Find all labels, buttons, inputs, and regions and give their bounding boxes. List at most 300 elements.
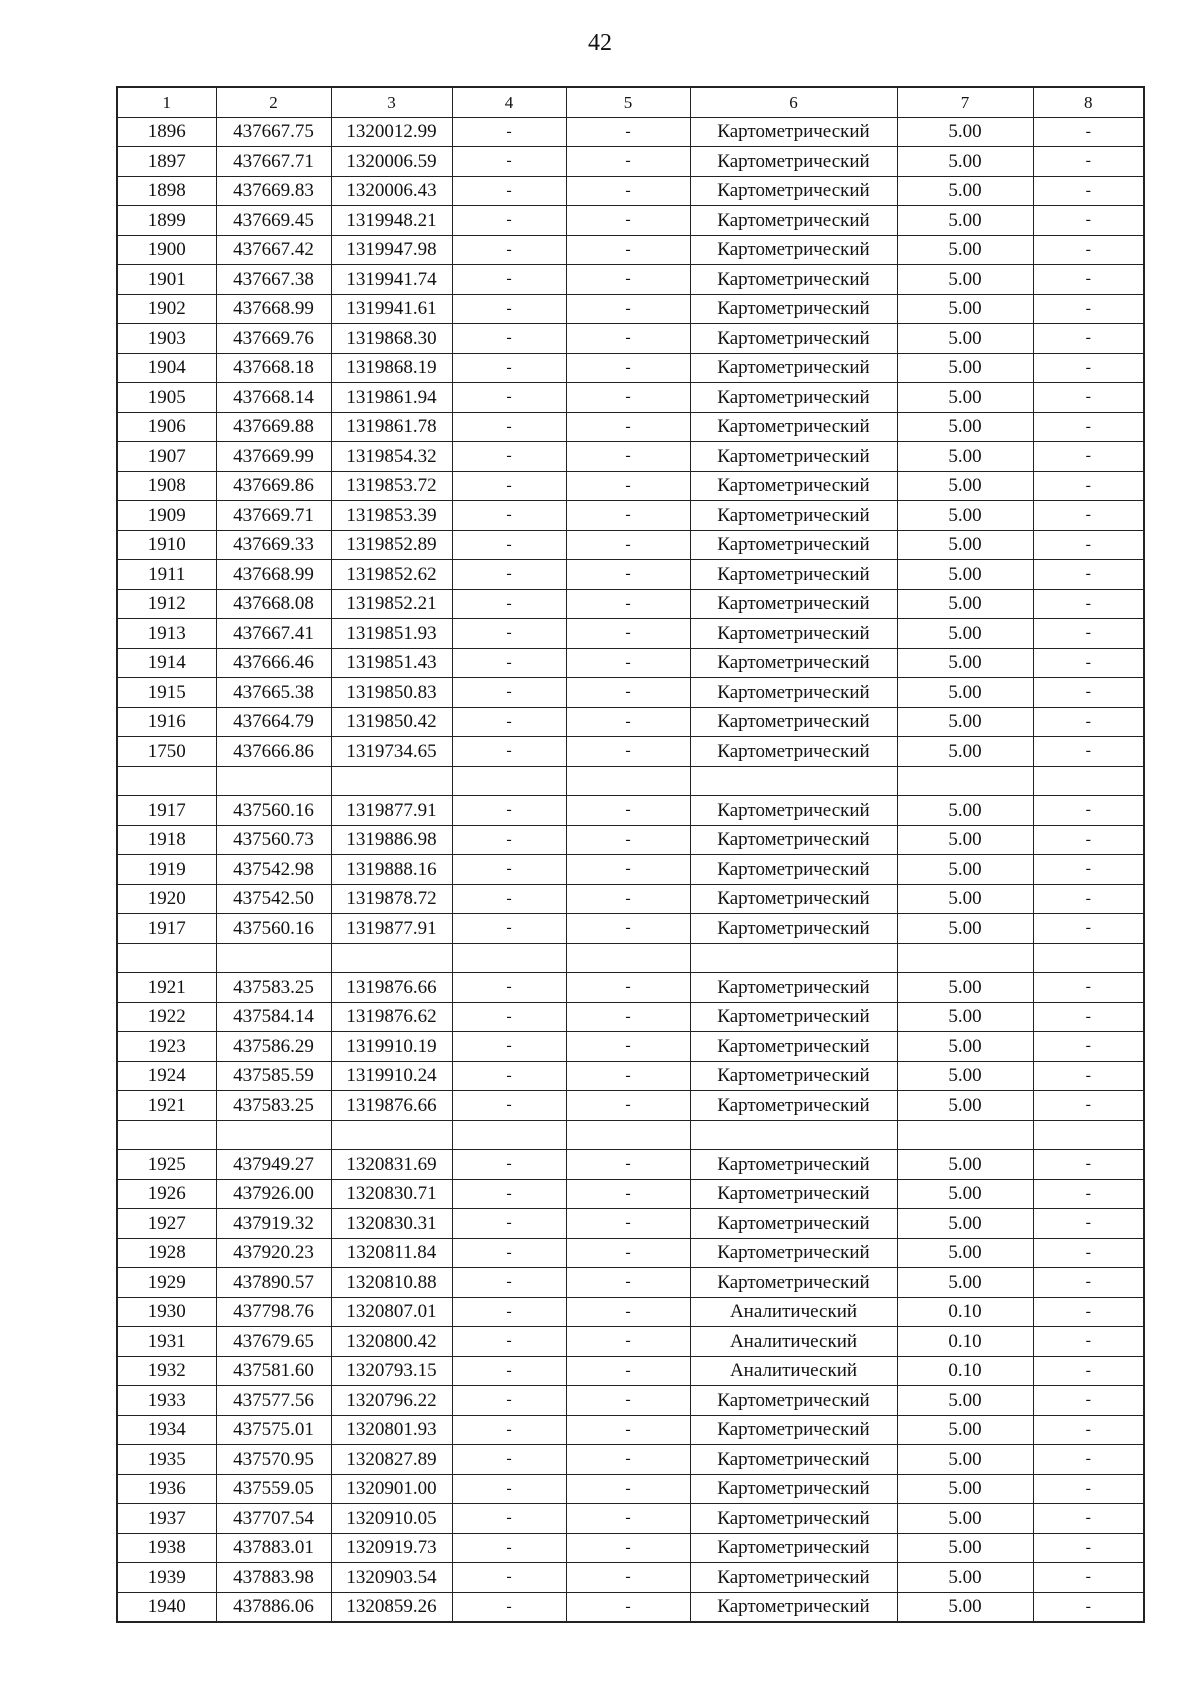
table-cell: 437583.25 xyxy=(216,973,331,1003)
table-cell: 1319888.16 xyxy=(331,855,452,885)
table-cell: - xyxy=(452,1327,566,1357)
table-cell: 1935 xyxy=(117,1445,216,1475)
table-cell: - xyxy=(1033,914,1144,944)
table-cell: - xyxy=(452,1032,566,1062)
table-cell: 5.00 xyxy=(897,1563,1033,1593)
table-cell: 1320830.31 xyxy=(331,1209,452,1239)
table-row xyxy=(117,1327,1144,1357)
table-cell: 1900 xyxy=(117,235,216,265)
table-row xyxy=(117,501,1144,531)
table-cell: 1911 xyxy=(117,560,216,590)
table-cell: 5.00 xyxy=(897,1533,1033,1563)
table-cell: 1320901.00 xyxy=(331,1474,452,1504)
table-row xyxy=(117,324,1144,354)
table-cell: - xyxy=(452,619,566,649)
table-cell: 437667.42 xyxy=(216,235,331,265)
table-cell: 1915 xyxy=(117,678,216,708)
table-cell: - xyxy=(452,442,566,472)
table-row xyxy=(117,412,1144,442)
table-row xyxy=(117,914,1144,944)
table-row xyxy=(117,383,1144,413)
table-cell: Картометрический xyxy=(690,1533,897,1563)
table-cell: 1905 xyxy=(117,383,216,413)
table-cell: 1319734.65 xyxy=(331,737,452,767)
table-cell: 1917 xyxy=(117,796,216,826)
table-cell: 437669.88 xyxy=(216,412,331,442)
empty-cell xyxy=(331,1120,452,1150)
table-cell: 1319850.83 xyxy=(331,678,452,708)
table-row xyxy=(117,707,1144,737)
table-cell: - xyxy=(1033,412,1144,442)
table-cell: - xyxy=(1033,648,1144,678)
table-cell: 437669.76 xyxy=(216,324,331,354)
table-cell: Картометрический xyxy=(690,501,897,531)
table-cell: 1320006.43 xyxy=(331,176,452,206)
table-cell: Картометрический xyxy=(690,1091,897,1121)
table-cell: - xyxy=(452,147,566,177)
table-cell: 5.00 xyxy=(897,265,1033,295)
table-cell: 437665.38 xyxy=(216,678,331,708)
table-row xyxy=(117,1563,1144,1593)
table-cell: 1932 xyxy=(117,1356,216,1386)
table-cell: Картометрический xyxy=(690,1179,897,1209)
table-cell: 5.00 xyxy=(897,619,1033,649)
table-cell: - xyxy=(452,1386,566,1416)
table-cell: - xyxy=(566,1415,690,1445)
table-cell: - xyxy=(452,560,566,590)
table-cell: 1908 xyxy=(117,471,216,501)
table-cell: 437560.16 xyxy=(216,796,331,826)
table-cell: 5.00 xyxy=(897,1032,1033,1062)
table-cell: - xyxy=(452,530,566,560)
table-cell: - xyxy=(1033,1238,1144,1268)
table-cell: 5.00 xyxy=(897,471,1033,501)
table-cell: 5.00 xyxy=(897,294,1033,324)
table-cell: 1904 xyxy=(117,353,216,383)
table-cell: 437585.59 xyxy=(216,1061,331,1091)
table-cell: - xyxy=(566,147,690,177)
table-cell: 5.00 xyxy=(897,383,1033,413)
table-cell: Картометрический xyxy=(690,678,897,708)
table-row xyxy=(117,235,1144,265)
table-cell: Картометрический xyxy=(690,589,897,619)
table-cell: 437926.00 xyxy=(216,1179,331,1209)
table-cell: Картометрический xyxy=(690,383,897,413)
table-cell: 5.00 xyxy=(897,1474,1033,1504)
table-cell: - xyxy=(1033,1061,1144,1091)
table-cell: 1319861.94 xyxy=(331,383,452,413)
table-cell: - xyxy=(566,1592,690,1622)
table-cell: - xyxy=(1033,383,1144,413)
table-cell: - xyxy=(452,1209,566,1239)
table-cell: 5.00 xyxy=(897,1002,1033,1032)
table-cell: 1320859.26 xyxy=(331,1592,452,1622)
table-cell: - xyxy=(566,678,690,708)
table-cell: - xyxy=(452,648,566,678)
table-cell: 1937 xyxy=(117,1504,216,1534)
table-cell: - xyxy=(452,1238,566,1268)
table-cell: 1896 xyxy=(117,117,216,147)
table-cell: 1923 xyxy=(117,1032,216,1062)
table-row xyxy=(117,825,1144,855)
table-cell: 1319910.24 xyxy=(331,1061,452,1091)
table-cell: 5.00 xyxy=(897,176,1033,206)
table-cell: - xyxy=(1033,1327,1144,1357)
table-cell: 5.00 xyxy=(897,1268,1033,1298)
table-cell: - xyxy=(1033,530,1144,560)
table-cell: - xyxy=(1033,1002,1144,1032)
table-cell: - xyxy=(1033,737,1144,767)
table-row xyxy=(117,176,1144,206)
table-cell: 437668.18 xyxy=(216,353,331,383)
table-cell: - xyxy=(1033,973,1144,1003)
table-row xyxy=(117,1415,1144,1445)
table-cell: - xyxy=(1033,1268,1144,1298)
header-cell: 8 xyxy=(1033,87,1144,117)
table-cell: - xyxy=(566,176,690,206)
table-cell: 1902 xyxy=(117,294,216,324)
table-cell: 437667.41 xyxy=(216,619,331,649)
table-cell: Картометрический xyxy=(690,1150,897,1180)
table-row xyxy=(117,796,1144,826)
table-cell: 1912 xyxy=(117,589,216,619)
table-cell: - xyxy=(566,530,690,560)
header-cell: 5 xyxy=(566,87,690,117)
table-cell: 5.00 xyxy=(897,560,1033,590)
table-cell: 1319941.61 xyxy=(331,294,452,324)
page-number: 42 xyxy=(588,30,612,56)
table-cell: - xyxy=(1033,1150,1144,1180)
table-cell: 5.00 xyxy=(897,884,1033,914)
table-cell: 1920 xyxy=(117,884,216,914)
table-cell: - xyxy=(566,1179,690,1209)
table-cell: - xyxy=(452,884,566,914)
table-cell: - xyxy=(566,324,690,354)
table-cell: 5.00 xyxy=(897,1592,1033,1622)
table-cell: 1319852.21 xyxy=(331,589,452,619)
table-cell: - xyxy=(566,589,690,619)
table-cell: - xyxy=(566,1386,690,1416)
table-cell: 5.00 xyxy=(897,737,1033,767)
table-cell: 5.00 xyxy=(897,147,1033,177)
table-cell: 1319876.62 xyxy=(331,1002,452,1032)
table-cell: - xyxy=(452,1415,566,1445)
table-cell: 5.00 xyxy=(897,1150,1033,1180)
table-cell: - xyxy=(1033,884,1144,914)
empty-cell xyxy=(117,1120,216,1150)
table-row xyxy=(117,294,1144,324)
table-cell: Картометрический xyxy=(690,353,897,383)
table-cell: 5.00 xyxy=(897,1415,1033,1445)
table-cell: 437581.60 xyxy=(216,1356,331,1386)
table-cell: 437666.86 xyxy=(216,737,331,767)
table-cell: - xyxy=(566,855,690,885)
table-cell: 437920.23 xyxy=(216,1238,331,1268)
table-cell: - xyxy=(452,855,566,885)
table-cell: Картометрический xyxy=(690,1268,897,1298)
table-cell: - xyxy=(452,176,566,206)
table-cell: 5.00 xyxy=(897,973,1033,1003)
table-cell: 5.00 xyxy=(897,324,1033,354)
table-cell: 1320827.89 xyxy=(331,1445,452,1475)
table-cell: 1319861.78 xyxy=(331,412,452,442)
table-cell: Картометрический xyxy=(690,206,897,236)
table-cell: - xyxy=(1033,147,1144,177)
table-cell: - xyxy=(1033,678,1144,708)
table-cell: Картометрический xyxy=(690,884,897,914)
table-cell: - xyxy=(1033,1445,1144,1475)
table-cell: - xyxy=(452,737,566,767)
table-cell: 437679.65 xyxy=(216,1327,331,1357)
table-cell: 1320811.84 xyxy=(331,1238,452,1268)
table-row xyxy=(117,1356,1144,1386)
empty-cell xyxy=(117,943,216,973)
table-cell: - xyxy=(1033,324,1144,354)
table-cell: - xyxy=(1033,1563,1144,1593)
table-cell: - xyxy=(452,471,566,501)
table-cell: Картометрический xyxy=(690,1563,897,1593)
empty-cell xyxy=(331,943,452,973)
header-cell: 4 xyxy=(452,87,566,117)
table-cell: 437890.57 xyxy=(216,1268,331,1298)
table-cell: - xyxy=(452,117,566,147)
table-cell: 1918 xyxy=(117,825,216,855)
table-cell: - xyxy=(566,825,690,855)
table-cell: 0.10 xyxy=(897,1297,1033,1327)
table-cell: - xyxy=(1033,1032,1144,1062)
table-cell: 437919.32 xyxy=(216,1209,331,1239)
table-cell: 1924 xyxy=(117,1061,216,1091)
table-cell: - xyxy=(566,1238,690,1268)
table-cell: 1917 xyxy=(117,914,216,944)
table-cell: Картометрический xyxy=(690,1592,897,1622)
table-cell: 1320801.93 xyxy=(331,1415,452,1445)
empty-cell xyxy=(897,1120,1033,1150)
table-cell: - xyxy=(1033,1474,1144,1504)
empty-cell xyxy=(690,943,897,973)
table-cell: 1910 xyxy=(117,530,216,560)
table-cell: Картометрический xyxy=(690,1002,897,1032)
table-cell: - xyxy=(566,353,690,383)
empty-cell xyxy=(897,943,1033,973)
table-cell: 5.00 xyxy=(897,1238,1033,1268)
table-cell: - xyxy=(452,825,566,855)
table-cell: 1319853.72 xyxy=(331,471,452,501)
table-row xyxy=(117,1592,1144,1622)
table-cell: 437883.98 xyxy=(216,1563,331,1593)
table-cell: - xyxy=(1033,1356,1144,1386)
table-row xyxy=(117,1533,1144,1563)
table-cell: - xyxy=(566,294,690,324)
table-row xyxy=(117,117,1144,147)
table-cell: - xyxy=(566,1002,690,1032)
table-cell: - xyxy=(566,1504,690,1534)
table-row xyxy=(117,206,1144,236)
coordinates-table xyxy=(116,86,1145,1623)
table-cell: - xyxy=(452,1504,566,1534)
table-cell: - xyxy=(1033,294,1144,324)
table-cell: Картометрический xyxy=(690,1474,897,1504)
table-cell: 5.00 xyxy=(897,501,1033,531)
header-cell: 2 xyxy=(216,87,331,117)
table-cell: 1320903.54 xyxy=(331,1563,452,1593)
table-cell: 1936 xyxy=(117,1474,216,1504)
table-cell: - xyxy=(566,1327,690,1357)
table-cell: - xyxy=(566,884,690,914)
table-row xyxy=(117,353,1144,383)
table-cell: - xyxy=(1033,1415,1144,1445)
table-cell: 1320800.42 xyxy=(331,1327,452,1357)
table-cell: Картометрический xyxy=(690,796,897,826)
table-cell: - xyxy=(1033,206,1144,236)
table-cell: - xyxy=(452,678,566,708)
table-cell: - xyxy=(1033,1592,1144,1622)
table-cell: 1319852.62 xyxy=(331,560,452,590)
table-cell: 1933 xyxy=(117,1386,216,1416)
table-cell: Картометрический xyxy=(690,1032,897,1062)
table-row xyxy=(117,678,1144,708)
table-cell: Картометрический xyxy=(690,265,897,295)
table-cell: 5.00 xyxy=(897,825,1033,855)
table-row xyxy=(117,1238,1144,1268)
table-cell: 437669.33 xyxy=(216,530,331,560)
table-cell: - xyxy=(1033,825,1144,855)
table-cell: Картометрический xyxy=(690,1445,897,1475)
empty-cell xyxy=(452,943,566,973)
table-cell: 1898 xyxy=(117,176,216,206)
table-row xyxy=(117,1061,1144,1091)
table-cell: 1319877.91 xyxy=(331,796,452,826)
table-cell: - xyxy=(566,707,690,737)
table-cell: Картометрический xyxy=(690,707,897,737)
table-cell: Аналитический xyxy=(690,1356,897,1386)
table-cell: 1320810.88 xyxy=(331,1268,452,1298)
table-row xyxy=(117,973,1144,1003)
table-cell: - xyxy=(1033,1297,1144,1327)
empty-cell xyxy=(1033,1120,1144,1150)
table-cell: - xyxy=(452,914,566,944)
separator-row xyxy=(117,766,1144,796)
table-cell: 5.00 xyxy=(897,796,1033,826)
table-cell: 437886.06 xyxy=(216,1592,331,1622)
table-cell: - xyxy=(1033,501,1144,531)
table-cell: 1319941.74 xyxy=(331,265,452,295)
table-cell: - xyxy=(1033,1091,1144,1121)
header-cell: 6 xyxy=(690,87,897,117)
table-cell: Картометрический xyxy=(690,176,897,206)
table-cell: 1319853.39 xyxy=(331,501,452,531)
table-cell: Картометрический xyxy=(690,471,897,501)
table-cell: - xyxy=(566,1445,690,1475)
separator-row xyxy=(117,1120,1144,1150)
table-cell: - xyxy=(452,589,566,619)
table-row xyxy=(117,1474,1144,1504)
table-cell: - xyxy=(566,1061,690,1091)
table-cell: Картометрический xyxy=(690,737,897,767)
table-cell: - xyxy=(452,501,566,531)
table-row xyxy=(117,265,1144,295)
empty-cell xyxy=(1033,766,1144,796)
table-row xyxy=(117,1297,1144,1327)
table-cell: 5.00 xyxy=(897,1209,1033,1239)
table-cell: 5.00 xyxy=(897,412,1033,442)
table-cell: - xyxy=(1033,353,1144,383)
table-cell: 1320012.99 xyxy=(331,117,452,147)
table-cell: - xyxy=(452,294,566,324)
table-cell: 5.00 xyxy=(897,235,1033,265)
table-cell: Картометрический xyxy=(690,855,897,885)
table-row xyxy=(117,442,1144,472)
table-cell: 437669.86 xyxy=(216,471,331,501)
empty-cell xyxy=(566,943,690,973)
table-cell: Аналитический xyxy=(690,1327,897,1357)
table-cell: 5.00 xyxy=(897,1179,1033,1209)
table-cell: - xyxy=(452,383,566,413)
table-row xyxy=(117,589,1144,619)
table-cell: 437586.29 xyxy=(216,1032,331,1062)
table-cell: - xyxy=(566,1563,690,1593)
table-cell: - xyxy=(452,973,566,1003)
table-cell: 437667.38 xyxy=(216,265,331,295)
table-cell: 1907 xyxy=(117,442,216,472)
table-row xyxy=(117,619,1144,649)
table-row xyxy=(117,1179,1144,1209)
header-cell: 7 xyxy=(897,87,1033,117)
table-cell: - xyxy=(452,1061,566,1091)
table-cell: - xyxy=(566,383,690,413)
table-cell: 437570.95 xyxy=(216,1445,331,1475)
table-cell: Картометрический xyxy=(690,825,897,855)
table-cell: 5.00 xyxy=(897,648,1033,678)
table-cell: - xyxy=(452,235,566,265)
table-cell: Картометрический xyxy=(690,294,897,324)
table-cell: - xyxy=(566,206,690,236)
header-cell: 3 xyxy=(331,87,452,117)
table-cell: Аналитический xyxy=(690,1297,897,1327)
table-cell: 437542.50 xyxy=(216,884,331,914)
table-row xyxy=(117,1386,1144,1416)
table-cell: 1319886.98 xyxy=(331,825,452,855)
table-cell: 437577.56 xyxy=(216,1386,331,1416)
table-row xyxy=(117,560,1144,590)
table-cell: 5.00 xyxy=(897,1061,1033,1091)
table-cell: - xyxy=(452,206,566,236)
table-cell: 1930 xyxy=(117,1297,216,1327)
table-cell: 1750 xyxy=(117,737,216,767)
table-cell: Картометрический xyxy=(690,147,897,177)
table-cell: 437668.08 xyxy=(216,589,331,619)
table-cell: - xyxy=(452,1091,566,1121)
table-cell: 1928 xyxy=(117,1238,216,1268)
table-cell: - xyxy=(452,796,566,826)
table-cell: 1921 xyxy=(117,1091,216,1121)
table-cell: 437883.01 xyxy=(216,1533,331,1563)
table-cell: - xyxy=(566,973,690,1003)
table-cell: - xyxy=(452,1002,566,1032)
table-row xyxy=(117,1032,1144,1062)
table-cell: - xyxy=(452,353,566,383)
table-cell: 5.00 xyxy=(897,530,1033,560)
table-cell: - xyxy=(452,1297,566,1327)
table-cell: 1320910.05 xyxy=(331,1504,452,1534)
table-cell: 1320807.01 xyxy=(331,1297,452,1327)
table-cell: 437669.83 xyxy=(216,176,331,206)
table-cell: 1922 xyxy=(117,1002,216,1032)
empty-cell xyxy=(216,943,331,973)
table-cell: 1927 xyxy=(117,1209,216,1239)
table-cell: 0.10 xyxy=(897,1327,1033,1357)
table-row xyxy=(117,737,1144,767)
